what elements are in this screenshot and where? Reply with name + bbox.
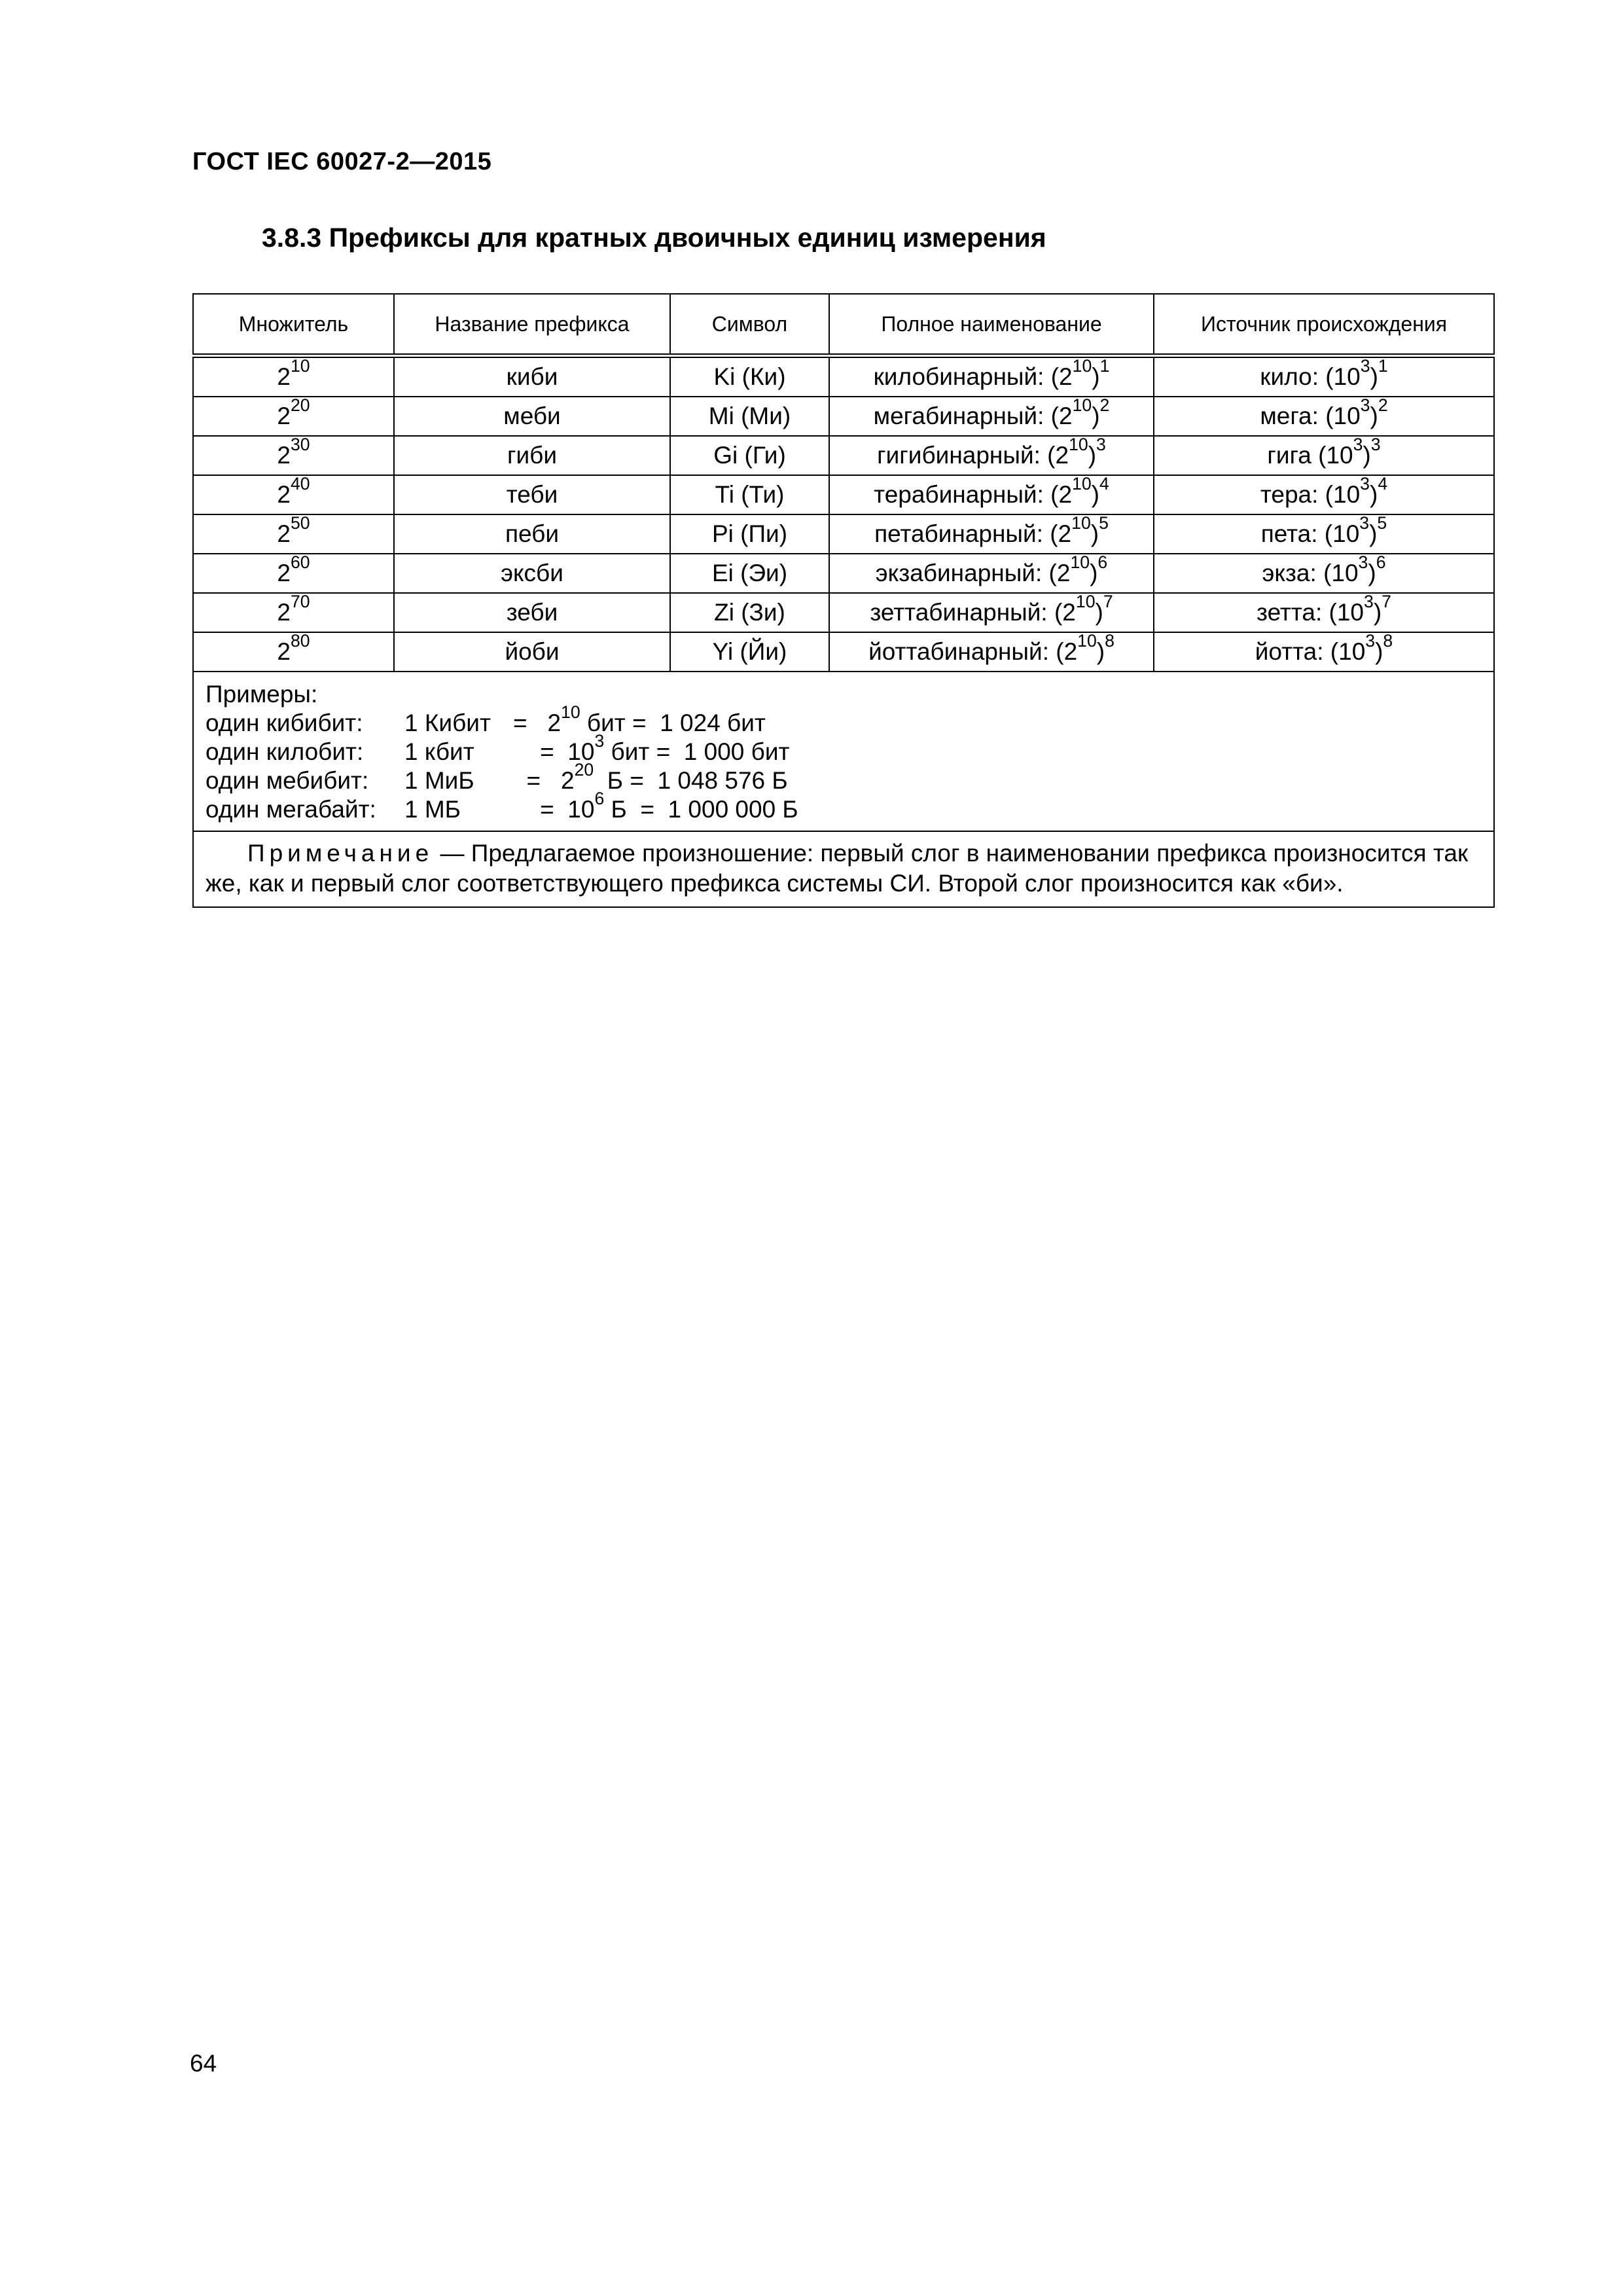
table-row xyxy=(193,436,1494,475)
example-label: один мегабайт: xyxy=(205,796,376,823)
example-short-form: 1 кбит xyxy=(404,738,474,765)
cell-multiplier: $2^{10}$ xyxy=(193,356,394,397)
cell-full-name: зеттабинарный: $(2^{10})^7$ xyxy=(829,593,1154,632)
example-equation: = $2^{10}$ бит = 1 024 бит xyxy=(513,702,766,736)
cell-full-name: йоттабинарный: $(2^{10})^8$ xyxy=(829,632,1154,672)
page-number: 64 xyxy=(190,2050,217,2077)
cell-symbol: Ki (Ки) xyxy=(670,356,829,397)
cell-prefix-name: киби xyxy=(394,356,670,397)
table-row xyxy=(193,475,1494,514)
example-equation: = $10^3$ бит = 1 000 бит xyxy=(513,731,790,765)
example-equation: = $2^{20}$ Б = 1 048 576 Б xyxy=(513,760,788,794)
column-header-symbol: Символ xyxy=(670,294,829,356)
cell-prefix-name: гиби xyxy=(394,436,670,475)
binary-prefix-table xyxy=(192,293,1495,908)
document-id-header: ГОСТ IEC 60027-2—2015 xyxy=(192,148,492,175)
examples-title: Примеры: xyxy=(205,681,318,708)
cell-multiplier: $2^{30}$ xyxy=(193,436,394,475)
cell-prefix-name: эксби xyxy=(394,554,670,593)
cell-full-name: петабинарный: $(2^{10})^5$ xyxy=(829,514,1154,554)
note-keyword: Примечание xyxy=(247,840,434,867)
table-row xyxy=(193,397,1494,436)
cell-origin: пета: $(10^3)^5$ xyxy=(1154,514,1494,554)
examples-cell xyxy=(193,672,1494,831)
column-header-origin: Источник происхождения xyxy=(1154,294,1494,356)
cell-multiplier: $2^{70}$ xyxy=(193,593,394,632)
column-header-multiplier: Множитель xyxy=(193,294,394,356)
column-header-full-name: Полное наименование xyxy=(829,294,1154,356)
cell-symbol: Yi (Йи) xyxy=(670,632,829,672)
cell-symbol: Gi (Ги) xyxy=(670,436,829,475)
example-short-form: 1 Кибит xyxy=(404,709,491,736)
section-title: 3.8.3 Префиксы для кратных двоичных единиц измерения xyxy=(262,223,1046,253)
cell-symbol: Ei (Эи) xyxy=(670,554,829,593)
cell-prefix-name: пеби xyxy=(394,514,670,554)
cell-full-name: экзабинарный: $(2^{10})^6$ xyxy=(829,554,1154,593)
cell-full-name: гигибинарный: $(2^{10})^3$ xyxy=(829,436,1154,475)
cell-multiplier: $2^{50}$ xyxy=(193,514,394,554)
cell-origin: мега: $(10^3)^2$ xyxy=(1154,397,1494,436)
cell-prefix-name: теби xyxy=(394,475,670,514)
cell-origin: тера: $(10^3)^4$ xyxy=(1154,475,1494,514)
cell-prefix-name: зеби xyxy=(394,593,670,632)
example-line xyxy=(205,789,1482,824)
note-text: — Предлагаемое произношение: первый слог в наименовании префикса произносится так же, как и первый слог соответствующего префикса системы СИ. Второй слог произносится как «би». xyxy=(205,840,1469,897)
column-header-prefix-name: Название префикса xyxy=(394,294,670,356)
example-label: один килобит: xyxy=(205,738,364,765)
table-row xyxy=(193,593,1494,632)
example-label: один кибибит: xyxy=(205,709,363,736)
example-line xyxy=(205,760,1482,795)
table-header-row xyxy=(193,294,1494,356)
table-row xyxy=(193,632,1494,672)
example-line xyxy=(205,702,1482,738)
cell-symbol: Pi (Пи) xyxy=(670,514,829,554)
cell-prefix-name: меби xyxy=(394,397,670,436)
example-short-form: 1 МиБ xyxy=(404,767,474,794)
cell-origin: гига $(10^3)^3$ xyxy=(1154,436,1494,475)
note-cell xyxy=(193,831,1494,907)
example-label: один мебибит: xyxy=(205,767,369,794)
cell-symbol: Zi (Зи) xyxy=(670,593,829,632)
cell-multiplier: $2^{40}$ xyxy=(193,475,394,514)
cell-full-name: килобинарный: $(2^{10})^1$ xyxy=(829,356,1154,397)
note-row xyxy=(193,831,1494,907)
cell-symbol: Ti (Ти) xyxy=(670,475,829,514)
cell-multiplier: $2^{20}$ xyxy=(193,397,394,436)
table-row xyxy=(193,514,1494,554)
cell-origin: кило: $(10^3)^1$ xyxy=(1154,356,1494,397)
cell-symbol: Mi (Ми) xyxy=(670,397,829,436)
example-line xyxy=(205,731,1482,766)
table-row xyxy=(193,356,1494,397)
cell-multiplier: $2^{60}$ xyxy=(193,554,394,593)
example-equation: = $10^6$ Б = 1 000 000 Б xyxy=(513,789,798,823)
cell-origin: зетта: $(10^3)^7$ xyxy=(1154,593,1494,632)
cell-full-name: терабинарный: $(2^{10})^4$ xyxy=(829,475,1154,514)
example-short-form: 1 МБ xyxy=(404,796,461,823)
cell-full-name: мегабинарный: $(2^{10})^2$ xyxy=(829,397,1154,436)
cell-origin: экза: $(10^3)^6$ xyxy=(1154,554,1494,593)
cell-multiplier: $2^{80}$ xyxy=(193,632,394,672)
cell-prefix-name: йоби xyxy=(394,632,670,672)
examples-row xyxy=(193,672,1494,831)
table-row xyxy=(193,554,1494,593)
cell-origin: йотта: $(10^3)^8$ xyxy=(1154,632,1494,672)
